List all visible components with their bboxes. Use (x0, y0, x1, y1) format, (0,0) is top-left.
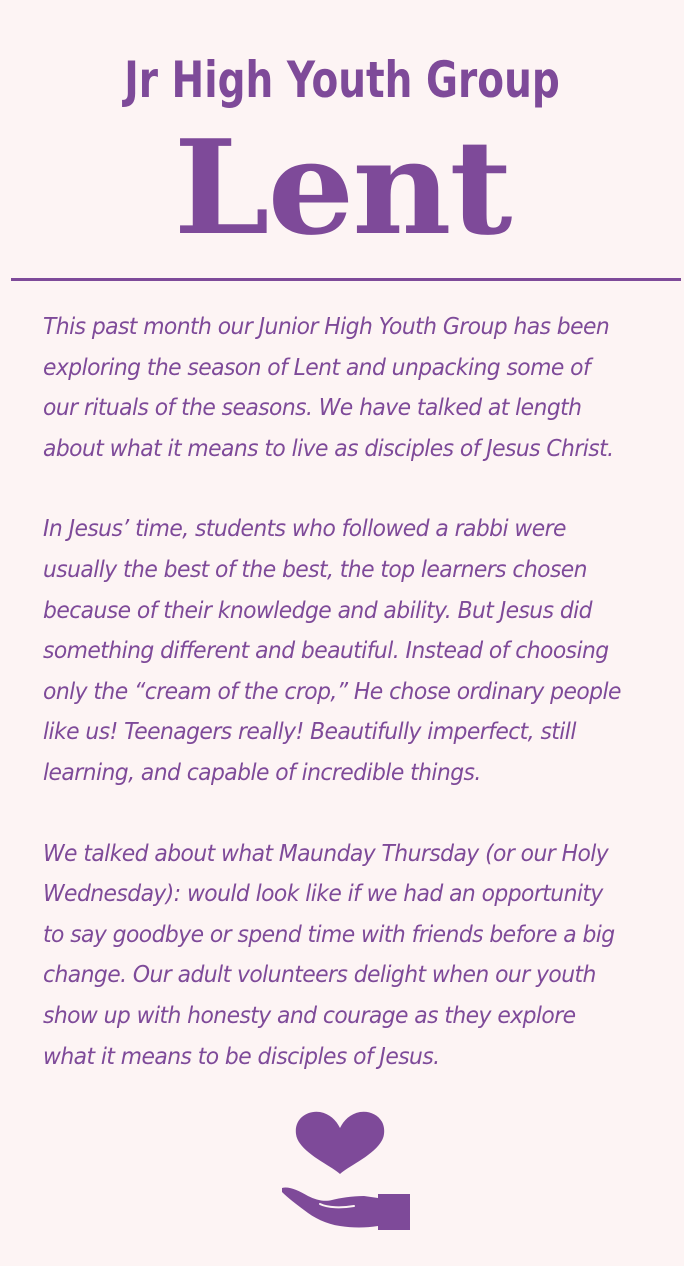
paragraph-disciples: In Jesus’ time, students who followed a rabbi were usually the best of the best, the top learners chosen because of their knowledge and ability. But Jesus did something different and beautiful. Instead of choosing only the “cream of the crop,” He chose ordinary people like us! Teenagers really! Beautifully imperfect, still learning, and capable of incredible things. (43, 514, 621, 786)
page-subtitle: Jr High Youth Group (124, 51, 560, 109)
paragraph-maundy-thursday: We talked about what Maunday Thursday (or our Holy Wednesday): would look like if we had an opportunity to say goodbye or spend time with friends before a big change. Our adult volunteers delight when our youth show up with honesty and courage as they explore what it means to be disciples of Jesus. (43, 838, 615, 1070)
hand-shape (282, 1187, 410, 1230)
paragraph-intro: This past month our Junior High Youth Group has been exploring the season of Lent and unpacking some of our rituals of the seasons. We have talked at length about what it means to live as disciples of Jesus Christ. (43, 312, 614, 462)
page-title: Lent (173, 111, 511, 264)
article-body (43, 306, 673, 1116)
heart-shape (296, 1112, 384, 1174)
header-divider (11, 278, 681, 281)
heart-in-hand-icon (280, 1108, 412, 1232)
